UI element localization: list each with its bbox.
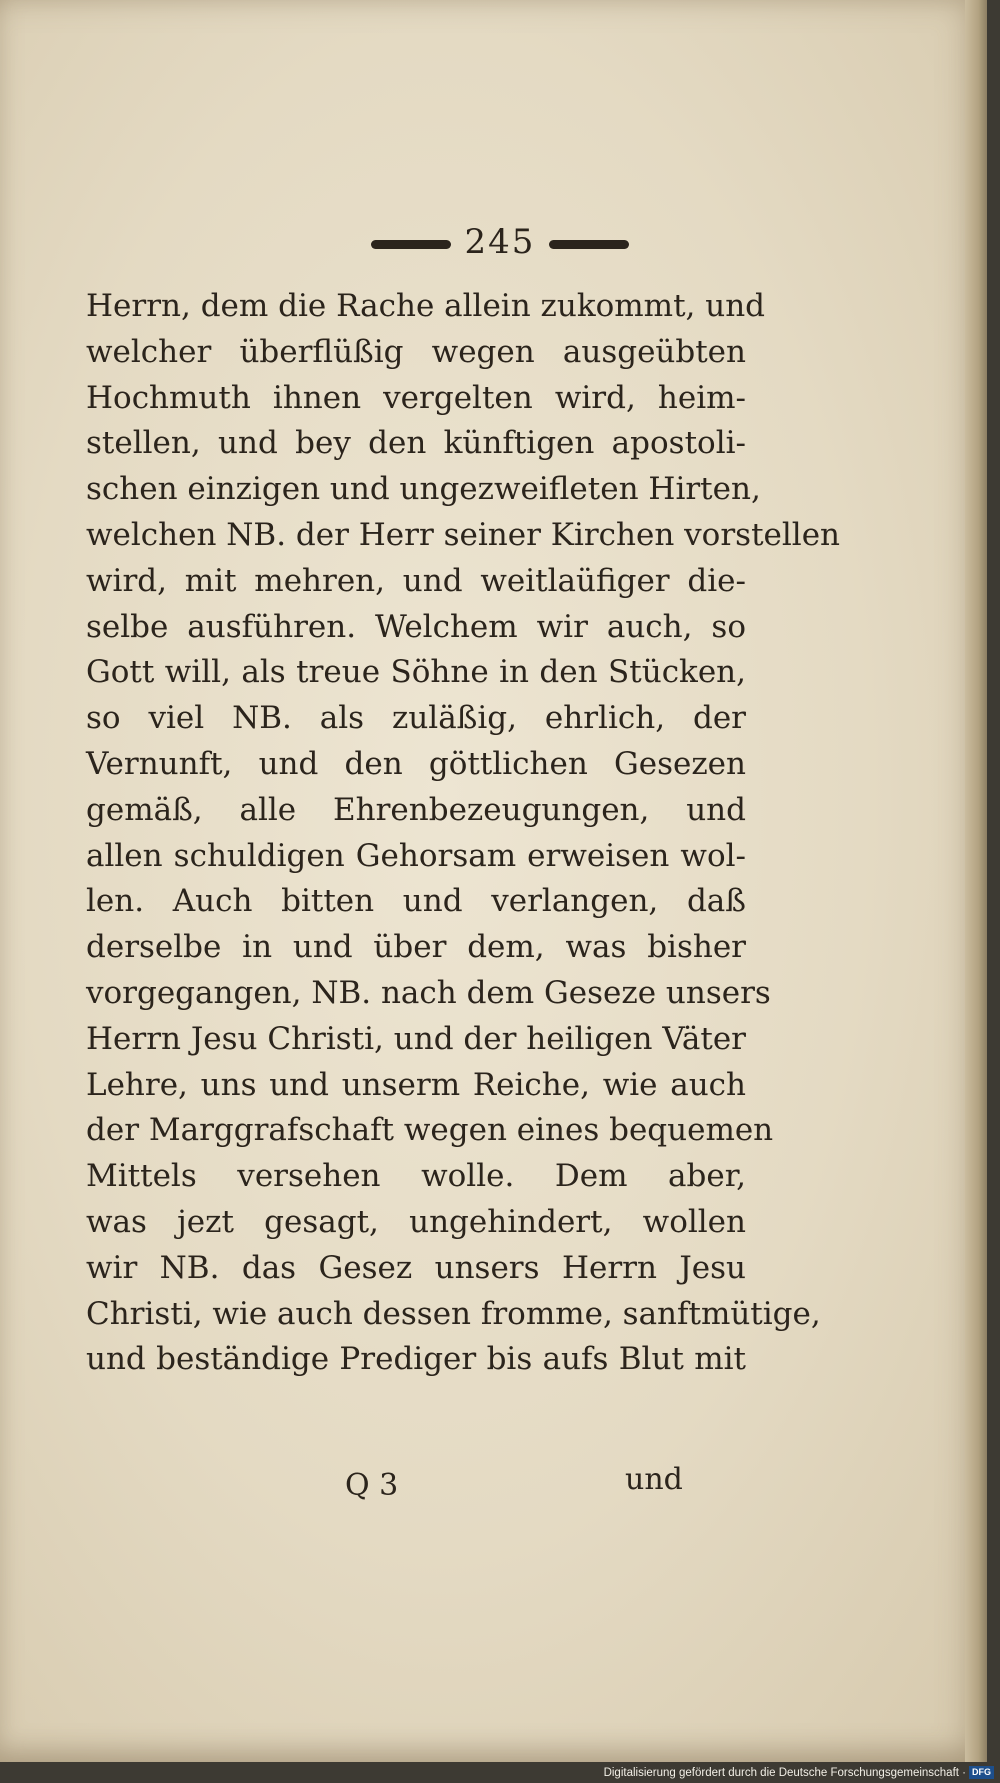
text-line: allen schuldigen Gehorsam erweisen wol-	[86, 837, 746, 874]
text-line: welcher überflüßig wegen ausgeübten	[86, 333, 746, 370]
text-line: vorgegangen, NB. nach dem Geseze unsers	[86, 974, 771, 1011]
text-line: Mittels versehen wolle. Dem aber,	[86, 1158, 746, 1195]
credit-text: Digitalisierung gefördert durch die Deutsche Forschungsgemeinschaft ·	[603, 1767, 966, 1779]
body-text	[86, 284, 841, 1383]
text-line: so viel NB. als zuläßig, ehrlich, der	[86, 700, 746, 737]
text-line: Gott will, als treue Söhne in den Stücken,	[86, 654, 746, 691]
text-line: Vernunft, und den göttlichen Gesezen	[86, 745, 746, 782]
dfg-logo-icon: DFG	[969, 1766, 994, 1779]
catchword: und	[625, 1462, 683, 1497]
text-line: derselbe in und über dem, was bisher	[86, 929, 746, 966]
text-line: der Marggrafschaft wegen eines bequemen	[86, 1112, 774, 1149]
text-line: schen einzigen und ungezweifleten Hirten,	[86, 471, 761, 508]
signature-mark: Q 3	[345, 1468, 399, 1503]
text-line: Lehre, uns und unserm Reiche, wie auch	[86, 1066, 746, 1103]
text-line: Christi, wie auch dessen fromme, sanftmütige,	[86, 1295, 821, 1332]
text-line: wir NB. das Gesez unsers Herrn Jesu	[86, 1249, 746, 1286]
text-line: Herrn, dem die Rache allein zukommt, und	[86, 288, 766, 324]
text-line: Herrn Jesu Christi, und der heiligen Väter	[86, 1020, 746, 1057]
text-line: stellen, und bey den künftigen apostoli-	[86, 425, 746, 462]
header-ornament-left	[371, 240, 451, 249]
header-ornament-right	[549, 240, 629, 249]
text-line: len. Auch bitten und verlangen, daß	[86, 883, 746, 920]
text-line: welchen NB. der Herr seiner Kirchen vorstellen	[86, 516, 841, 553]
text-line: selbe ausführen. Welchem wir auch, so	[86, 608, 746, 645]
page-number: 245	[464, 222, 536, 262]
text-line: gemäß, alle Ehrenbezeugungen, und	[86, 791, 746, 828]
page-edge	[965, 0, 987, 1762]
text-line: wird, mit mehren, und weitlaüfiger die-	[86, 562, 746, 599]
page-header	[0, 222, 1000, 262]
text-line: was jezt gesagt, ungehindert, wollen	[86, 1203, 746, 1240]
text-line: und beständige Prediger bis aufs Blut mit	[86, 1341, 746, 1378]
text-line: Hochmuth ihnen vergelten wird, heim-	[86, 379, 746, 416]
digitization-credit	[604, 1764, 994, 1783]
